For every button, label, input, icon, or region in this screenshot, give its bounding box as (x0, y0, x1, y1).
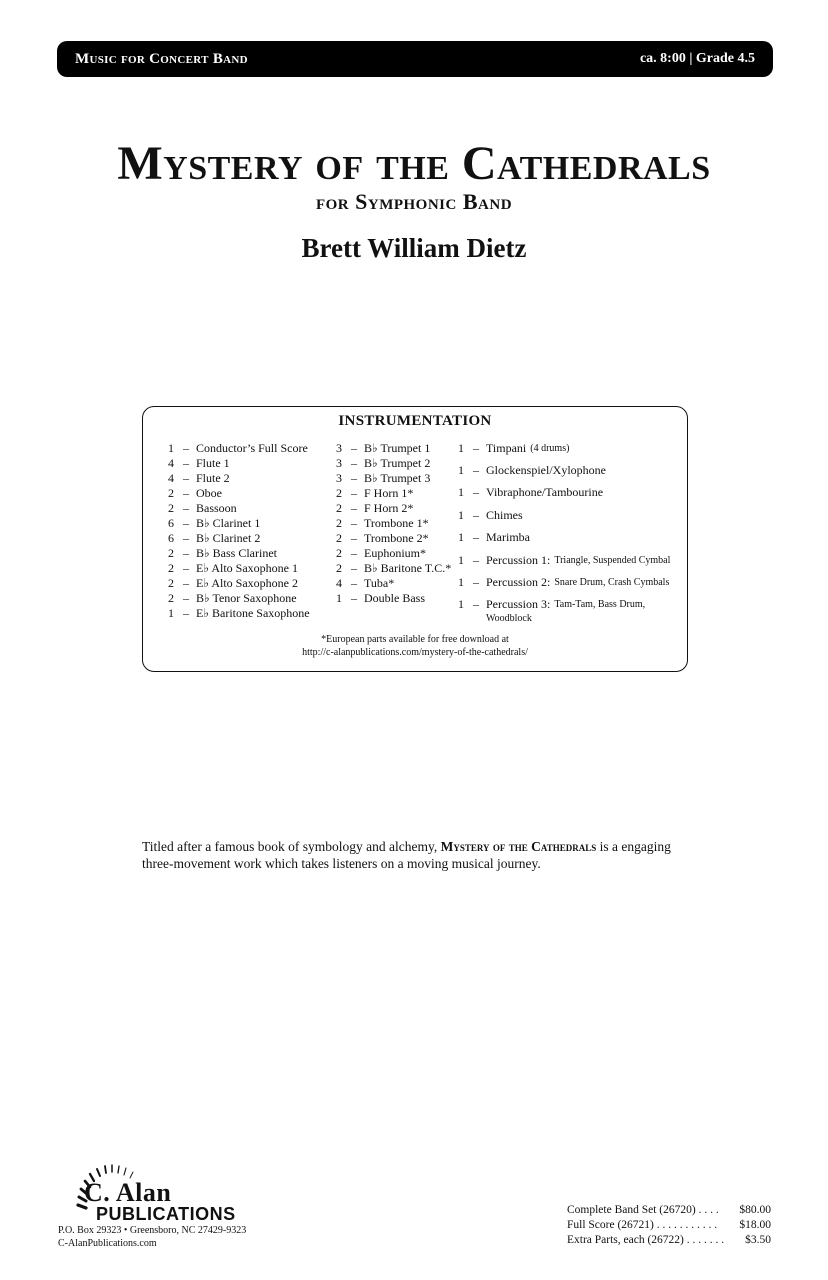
instrument-name: Bassoon (196, 501, 237, 515)
instrument-qty: 6 (168, 516, 174, 530)
instrument-row (168, 606, 310, 621)
percussion-row (458, 441, 569, 456)
instrument-dash: – (351, 471, 357, 485)
percussion-item (458, 485, 603, 500)
price-label: Full Score (26721) (567, 1219, 654, 1231)
instrument-detail: Snare Drum, Crash Cymbals (554, 577, 670, 588)
instrument-dash: – (351, 486, 357, 500)
instrument-qty: 1 (458, 553, 464, 567)
percussion-row (458, 553, 670, 568)
note-line-1: *European parts available for free download at (321, 634, 509, 645)
instrument-qty: 3 (336, 441, 342, 455)
description-before: Titled after a famous book of symbology and alchemy, (142, 839, 441, 854)
instrument-row (168, 546, 310, 561)
instrument-row (336, 516, 451, 531)
instrument-dash: – (183, 501, 189, 515)
instrument-qty: 2 (336, 501, 342, 515)
instrument-dash: – (183, 546, 189, 560)
instrument-name: B♭ Clarinet 2 (196, 531, 261, 545)
instrument-qty: 4 (168, 471, 174, 485)
instrument-name: B♭ Trumpet 1 (364, 441, 431, 455)
price-label: Extra Parts, each (26722) (567, 1234, 684, 1246)
instrument-name: Trombone 1* (364, 516, 429, 530)
instrument-dash: – (473, 463, 479, 477)
work-title: Mystery of the Cathedrals (117, 137, 711, 190)
instrument-row (168, 561, 310, 576)
work-subtitle: for Symphonic Band (315, 189, 513, 214)
percussion-item (458, 530, 530, 545)
instrument-qty: 4 (168, 456, 174, 470)
instrument-dash: – (183, 576, 189, 590)
percussion-item (458, 575, 669, 590)
instrument-name: Percussion 2: (486, 575, 551, 589)
instrumentation-column-1 (168, 441, 310, 621)
instrument-name: Double Bass (364, 591, 425, 605)
price-value: $80.00 (739, 1204, 771, 1216)
instrument-row (168, 501, 310, 516)
instrument-detail: Tam-Tam, Bass Drum, (554, 599, 646, 610)
instrument-row (168, 591, 310, 606)
instrument-dash: – (351, 501, 357, 515)
publisher-publications: PUBLICATIONS (96, 1204, 236, 1224)
address-line: P.O. Box 29323 • Greensboro, NC 27429-9323 (58, 1225, 247, 1236)
percussion-item (458, 597, 645, 625)
instrument-dash: – (183, 486, 189, 500)
instrument-dash: – (473, 508, 479, 522)
instrument-name: Tuba* (364, 576, 395, 590)
instrument-qty: 2 (336, 546, 342, 560)
instrument-dash: – (351, 576, 357, 590)
percussion-row (458, 463, 606, 478)
instrument-name: Conductor’s Full Score (196, 441, 308, 455)
instrument-row (336, 576, 451, 591)
instrument-qty: 1 (168, 441, 174, 455)
instrument-name: Percussion 1: (486, 553, 551, 567)
instrument-qty: 6 (168, 531, 174, 545)
instrument-dash: – (183, 606, 189, 620)
instrument-detail-continued: Woodblock (486, 613, 532, 624)
instrument-row (336, 546, 451, 561)
instrument-name: B♭ Trumpet 3 (364, 471, 431, 485)
instrument-dash: – (183, 531, 189, 545)
instrument-dash: – (351, 516, 357, 530)
instrument-dash: – (351, 531, 357, 545)
instrument-dash: – (351, 561, 357, 575)
instrument-dash: – (473, 485, 479, 499)
instrument-qty: 1 (458, 597, 464, 611)
instrument-dash: – (473, 575, 479, 589)
price-label: Complete Band Set (26720) (567, 1204, 696, 1216)
composer-name: Brett William Dietz (301, 233, 527, 263)
instrument-dash: – (351, 591, 357, 605)
instrument-qty: 1 (336, 591, 342, 605)
instrument-row (168, 471, 310, 486)
price-row (567, 1218, 771, 1233)
price-list (567, 1203, 771, 1248)
instrument-name: B♭ Baritone T.C.* (364, 561, 452, 575)
price-row (567, 1233, 771, 1248)
percussion-row (458, 508, 523, 523)
european-parts-note (143, 633, 687, 659)
percussion-item (458, 553, 670, 568)
price-value: $3.50 (745, 1234, 771, 1246)
percussion-row (458, 530, 530, 545)
instrument-detail: Triangle, Suspended Cymbal (554, 555, 671, 566)
instrument-name: E♭ Baritone Saxophone (196, 606, 310, 620)
instrument-dash: – (473, 530, 479, 544)
instrument-name: Trombone 2* (364, 531, 429, 545)
instrument-row (336, 561, 451, 576)
instrument-qty: 1 (168, 606, 174, 620)
instrument-name: Oboe (196, 486, 222, 500)
price-value: $18.00 (739, 1219, 771, 1231)
instrument-dash: – (183, 516, 189, 530)
instrument-qty: 2 (336, 486, 342, 500)
instrumentation-heading: INSTRUMENTATION (338, 413, 492, 429)
instrument-qty: 1 (458, 575, 464, 589)
description-work-title: Mystery of the Cathedrals (440, 839, 597, 854)
instrument-qty: 1 (458, 508, 464, 522)
instrument-row (336, 471, 451, 486)
instrument-qty: 4 (336, 576, 342, 590)
instrument-qty: 1 (458, 441, 464, 455)
publisher-address (58, 1224, 246, 1250)
instrumentation-box (142, 406, 688, 672)
instrument-name: E♭ Alto Saxophone 1 (196, 561, 298, 575)
instrument-row (336, 456, 451, 471)
price-dots: . . . . . . . . . . . (653, 1219, 718, 1231)
instrument-qty: 2 (336, 561, 342, 575)
instrument-row (168, 531, 310, 546)
instrument-name: B♭ Clarinet 1 (196, 516, 261, 530)
instrument-row (336, 486, 451, 501)
series-label: Music for Concert Band (75, 50, 248, 67)
percussion-row (458, 485, 603, 500)
description-paragraph (142, 838, 702, 872)
instrument-qty: 1 (458, 530, 464, 544)
instrument-row (336, 501, 451, 516)
instrument-dash: – (183, 591, 189, 605)
price-row (567, 1203, 771, 1218)
instrument-dash: – (473, 597, 479, 611)
price-label-group (567, 1203, 719, 1218)
instrument-qty: 2 (336, 531, 342, 545)
instrument-qty: 2 (168, 501, 174, 515)
header-bar (57, 41, 773, 77)
instrument-dash: – (183, 441, 189, 455)
instrumentation-column-2 (336, 441, 451, 606)
instrument-qty: 2 (168, 546, 174, 560)
percussion-row (458, 597, 645, 612)
price-dots: . . . . . . . (683, 1234, 725, 1246)
instrument-qty: 2 (168, 561, 174, 575)
percussion-item (458, 441, 569, 456)
instrument-row (336, 441, 451, 456)
instrument-qty: 3 (336, 456, 342, 470)
instrument-qty: 2 (168, 576, 174, 590)
instrument-dash: – (183, 561, 189, 575)
instrument-dash: – (351, 441, 357, 455)
instrument-dash: – (183, 456, 189, 470)
price-label-group (567, 1233, 724, 1248)
instrument-row (168, 516, 310, 531)
instrument-dash: – (473, 441, 479, 455)
publisher-name: C. Alan (84, 1178, 172, 1207)
instrument-row (168, 486, 310, 501)
website-line: C-AlanPublications.com (58, 1238, 157, 1249)
instrument-name: Flute 1 (196, 456, 230, 470)
instrument-name: B♭ Bass Clarinet (196, 546, 277, 560)
instrument-name: Marimba (486, 530, 530, 544)
instrument-row (336, 591, 451, 606)
price-label-group (567, 1218, 717, 1233)
instrument-name: F Horn 1* (364, 486, 414, 500)
instrument-dash: – (351, 546, 357, 560)
instrument-qty: 1 (458, 485, 464, 499)
price-dots: . . . . (695, 1204, 719, 1216)
instrument-name: F Horn 2* (364, 501, 414, 515)
note-url: http://c-alanpublications.com/mystery-of-the-cathedrals/ (302, 647, 528, 658)
instrument-row (168, 441, 310, 456)
instrument-row (168, 456, 310, 471)
instrument-qty: 2 (168, 591, 174, 605)
duration-grade: ca. 8:00 | Grade 4.5 (639, 51, 755, 66)
instrument-dash: – (351, 456, 357, 470)
instrument-row (168, 576, 310, 591)
description-after: is a engaging three-movement work which takes listeners on a moving musical journey. (142, 839, 671, 871)
instrument-name: Chimes (486, 508, 523, 522)
percussion-item (458, 463, 606, 478)
instrument-name: E♭ Alto Saxophone 2 (196, 576, 298, 590)
instrument-name: Timpani (486, 441, 527, 455)
instrument-qty: 2 (168, 486, 174, 500)
percussion-row (458, 575, 669, 590)
instrument-dash: – (183, 471, 189, 485)
instrument-name: B♭ Tenor Saxophone (196, 591, 297, 605)
instrument-detail: (4 drums) (530, 443, 570, 454)
instrument-dash: – (473, 553, 479, 567)
instrument-qty: 3 (336, 471, 342, 485)
instrument-name: Percussion 3: (486, 597, 551, 611)
instrument-name: Flute 2 (196, 471, 230, 485)
instrument-name: Vibraphone/Tambourine (486, 485, 604, 499)
instrument-qty: 1 (458, 463, 464, 477)
instrument-qty: 2 (336, 516, 342, 530)
instrument-row (336, 531, 451, 546)
instrument-name: Euphonium* (364, 546, 426, 560)
percussion-item (458, 508, 523, 523)
instrument-name: Glockenspiel/Xylophone (486, 463, 606, 477)
instrument-name: B♭ Trumpet 2 (364, 456, 431, 470)
